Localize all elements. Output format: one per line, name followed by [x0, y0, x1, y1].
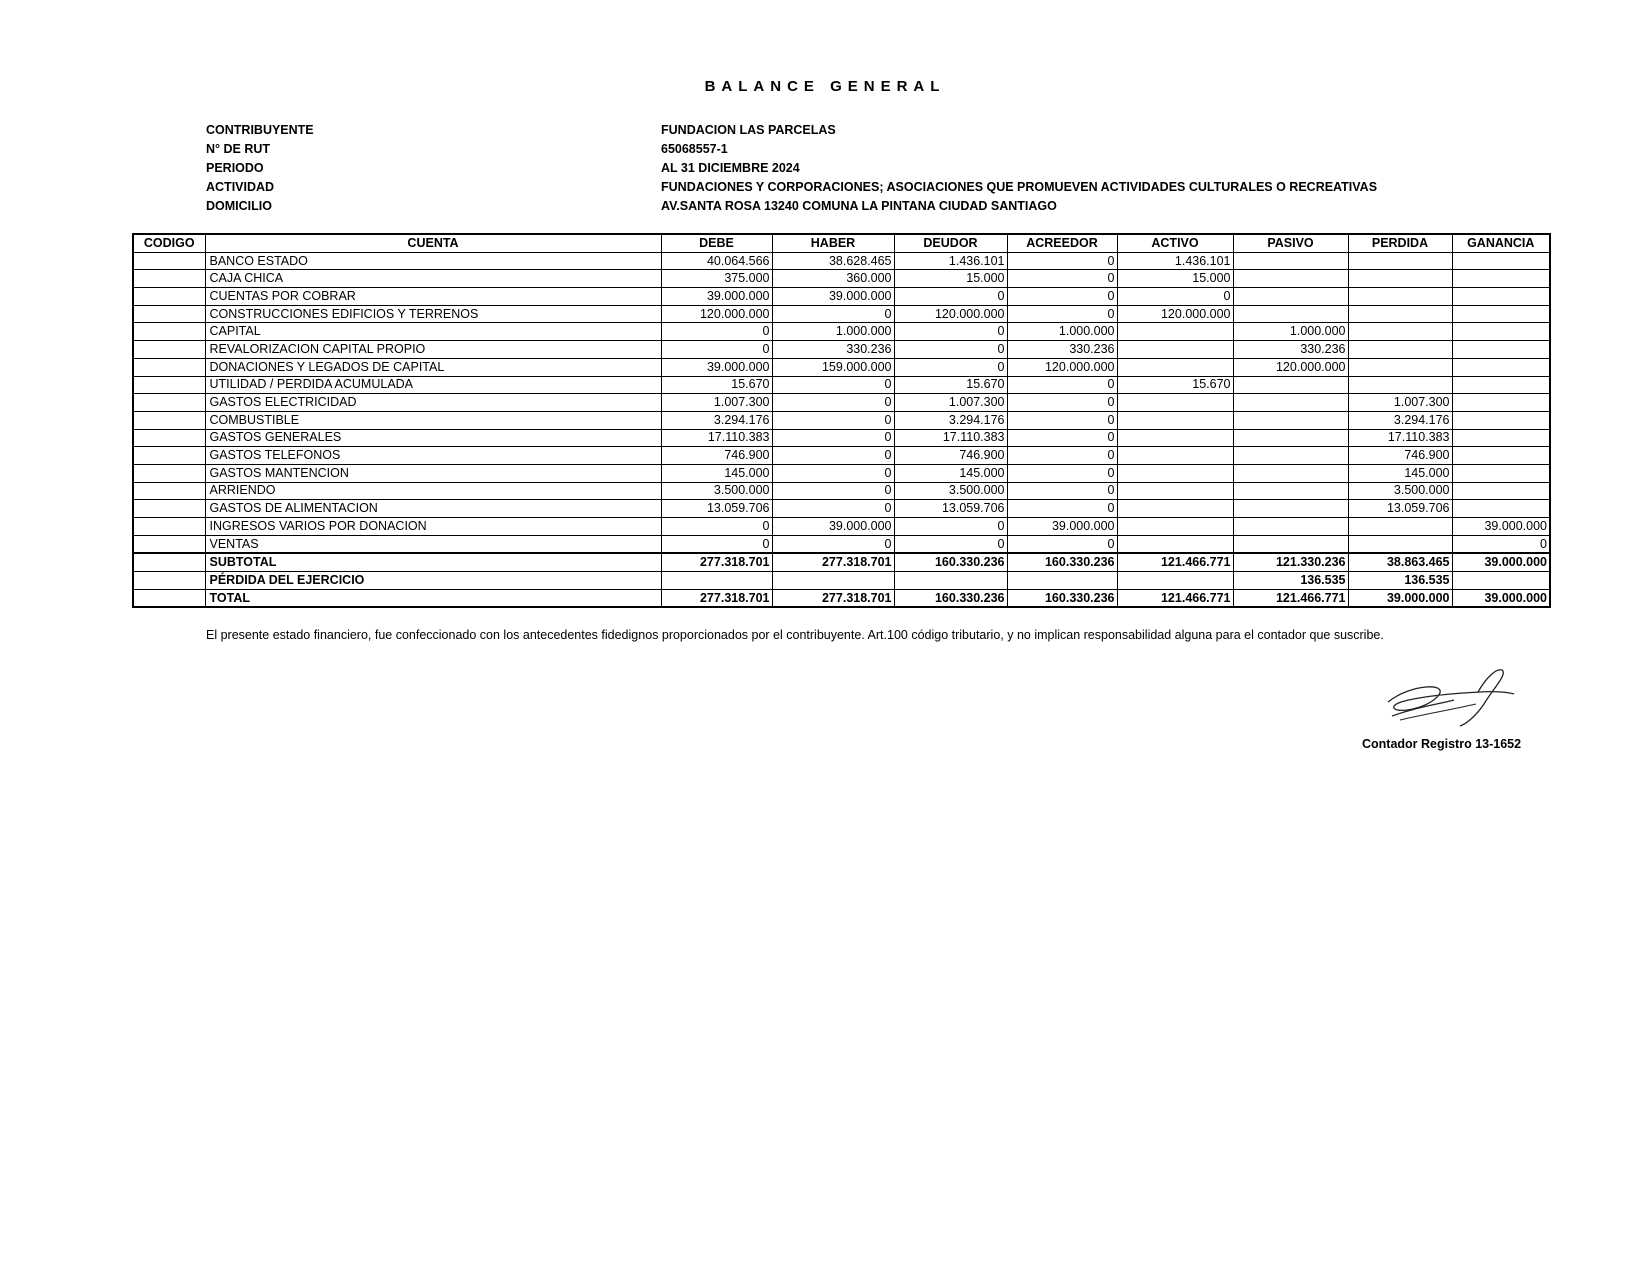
table-row: [133, 376, 1550, 394]
amount-cell: 0: [1007, 482, 1117, 500]
amount-cell: [1348, 341, 1452, 359]
amount-cell: [1452, 323, 1550, 341]
amount-cell: [1452, 572, 1550, 590]
amount-cell: 121.466.771: [1233, 589, 1348, 607]
amount-cell: [1117, 518, 1233, 536]
amount-cell: 0: [894, 323, 1007, 341]
amount-cell: [1452, 341, 1550, 359]
amount-cell: 277.318.701: [661, 589, 772, 607]
amount-cell: 0: [661, 535, 772, 553]
amount-cell: 0: [772, 376, 894, 394]
code-cell: [133, 589, 205, 607]
amount-cell: [1452, 429, 1550, 447]
amount-cell: 0: [894, 535, 1007, 553]
amount-cell: 0: [894, 341, 1007, 359]
amount-cell: 0: [894, 518, 1007, 536]
table-row: [133, 252, 1550, 270]
amount-cell: [1007, 572, 1117, 590]
amount-cell: 39.000.000: [661, 358, 772, 376]
table-row: [133, 305, 1550, 323]
amount-cell: [1117, 572, 1233, 590]
amount-cell: 1.436.101: [894, 252, 1007, 270]
amount-cell: 0: [772, 500, 894, 518]
amount-cell: [1348, 535, 1452, 553]
amount-cell: 145.000: [1348, 464, 1452, 482]
column-header: PERDIDA: [1348, 234, 1452, 252]
amount-cell: 0: [772, 447, 894, 465]
table-row: [133, 447, 1550, 465]
code-cell: [133, 553, 205, 571]
amount-cell: 3.294.176: [894, 411, 1007, 429]
table-row: [133, 429, 1550, 447]
column-header: HABER: [772, 234, 894, 252]
code-cell: [133, 429, 205, 447]
column-header: PASIVO: [1233, 234, 1348, 252]
account-name-cell: ARRIENDO: [205, 482, 661, 500]
column-header: GANANCIA: [1452, 234, 1550, 252]
amount-cell: 746.900: [1348, 447, 1452, 465]
amount-cell: 160.330.236: [1007, 553, 1117, 571]
amount-cell: [772, 572, 894, 590]
amount-cell: 121.330.236: [1233, 553, 1348, 571]
column-header: ACREEDOR: [1007, 234, 1117, 252]
amount-cell: [1233, 464, 1348, 482]
amount-cell: [1117, 500, 1233, 518]
account-name-cell: GASTOS GENERALES: [205, 429, 661, 447]
account-name-cell: CAPITAL: [205, 323, 661, 341]
code-cell: [133, 572, 205, 590]
amount-cell: 0: [1007, 447, 1117, 465]
amount-cell: 277.318.701: [661, 553, 772, 571]
amount-cell: [1233, 500, 1348, 518]
amount-cell: [1452, 464, 1550, 482]
amount-cell: 17.110.383: [1348, 429, 1452, 447]
account-name-cell: UTILIDAD / PERDIDA ACUMULADA: [205, 376, 661, 394]
account-name-cell: BANCO ESTADO: [205, 252, 661, 270]
amount-cell: [1348, 518, 1452, 536]
amount-cell: [1117, 411, 1233, 429]
amount-cell: [661, 572, 772, 590]
total-row: [133, 589, 1550, 607]
amount-cell: 120.000.000: [1233, 358, 1348, 376]
amount-cell: 39.000.000: [772, 518, 894, 536]
table-row: [133, 464, 1550, 482]
disclaimer-text: El presente estado financiero, fue confeccionado con los antecedentes fidedignos proporcionados por el contribuyente. Art.100 código tributario, y no implican responsabilidad alguna para el contador que suscribe.: [206, 628, 1384, 642]
amount-cell: [1233, 270, 1348, 288]
amount-cell: 746.900: [894, 447, 1007, 465]
amount-cell: 38.863.465: [1348, 553, 1452, 571]
amount-cell: [1452, 270, 1550, 288]
amount-cell: 746.900: [661, 447, 772, 465]
amount-cell: 13.059.706: [894, 500, 1007, 518]
amount-cell: 160.330.236: [1007, 589, 1117, 607]
code-cell: [133, 341, 205, 359]
amount-cell: [1233, 429, 1348, 447]
account-name-cell: SUBTOTAL: [205, 553, 661, 571]
account-name-cell: REVALORIZACION CAPITAL PROPIO: [205, 341, 661, 359]
column-header: CUENTA: [205, 234, 661, 252]
amount-cell: [1452, 288, 1550, 306]
table-row: [133, 518, 1550, 536]
amount-cell: [1233, 376, 1348, 394]
amount-cell: 39.000.000: [772, 288, 894, 306]
amount-cell: [1233, 411, 1348, 429]
amount-cell: 0: [661, 341, 772, 359]
amount-cell: [1233, 518, 1348, 536]
amount-cell: 17.110.383: [661, 429, 772, 447]
amount-cell: 40.064.566: [661, 252, 772, 270]
amount-cell: [1452, 447, 1550, 465]
amount-cell: 0: [661, 323, 772, 341]
account-name-cell: DONACIONES Y LEGADOS DE CAPITAL: [205, 358, 661, 376]
table-row: [133, 535, 1550, 553]
amount-cell: 0: [1452, 535, 1550, 553]
amount-cell: [1117, 429, 1233, 447]
table-row: [133, 358, 1550, 376]
amount-cell: 1.000.000: [1233, 323, 1348, 341]
amount-cell: 0: [1007, 288, 1117, 306]
info-label-rut: N° DE RUT: [206, 142, 271, 156]
code-cell: [133, 411, 205, 429]
amount-cell: [1452, 358, 1550, 376]
amount-cell: 1.007.300: [661, 394, 772, 412]
amount-cell: 0: [1007, 305, 1117, 323]
amount-cell: 1.436.101: [1117, 252, 1233, 270]
amount-cell: 38.628.465: [772, 252, 894, 270]
amount-cell: 0: [772, 535, 894, 553]
amount-cell: 0: [772, 411, 894, 429]
amount-cell: [1452, 411, 1550, 429]
amount-cell: [1348, 358, 1452, 376]
amount-cell: 0: [1007, 270, 1117, 288]
document-title: BALANCE GENERAL: [704, 78, 946, 95]
amount-cell: 277.318.701: [772, 553, 894, 571]
signature-image: [1380, 664, 1520, 734]
amount-cell: 0: [1007, 535, 1117, 553]
info-value-rut: 65068557-1: [661, 142, 728, 156]
amount-cell: 3.500.000: [1348, 482, 1452, 500]
table-row: [133, 500, 1550, 518]
amount-cell: 39.000.000: [1007, 518, 1117, 536]
amount-cell: 0: [894, 358, 1007, 376]
code-cell: [133, 323, 205, 341]
table-row: [133, 288, 1550, 306]
amount-cell: 330.236: [1233, 341, 1348, 359]
code-cell: [133, 500, 205, 518]
amount-cell: 136.535: [1348, 572, 1452, 590]
amount-cell: 1.000.000: [1007, 323, 1117, 341]
table-row: [133, 323, 1550, 341]
code-cell: [133, 535, 205, 553]
amount-cell: 0: [894, 288, 1007, 306]
amount-cell: 15.670: [894, 376, 1007, 394]
amount-cell: 39.000.000: [1452, 553, 1550, 571]
amount-cell: [1452, 500, 1550, 518]
amount-cell: 15.000: [1117, 270, 1233, 288]
code-cell: [133, 288, 205, 306]
amount-cell: [1348, 376, 1452, 394]
amount-cell: 159.000.000: [772, 358, 894, 376]
code-cell: [133, 464, 205, 482]
code-cell: [133, 358, 205, 376]
amount-cell: 120.000.000: [661, 305, 772, 323]
amount-cell: 330.236: [772, 341, 894, 359]
column-header: DEUDOR: [894, 234, 1007, 252]
amount-cell: [1348, 288, 1452, 306]
amount-cell: 0: [1007, 500, 1117, 518]
amount-cell: 160.330.236: [894, 553, 1007, 571]
amount-cell: 160.330.236: [894, 589, 1007, 607]
account-name-cell: PÉRDIDA DEL EJERCICIO: [205, 572, 661, 590]
amount-cell: 1.000.000: [772, 323, 894, 341]
amount-cell: 145.000: [661, 464, 772, 482]
amount-cell: 0: [772, 394, 894, 412]
code-cell: [133, 376, 205, 394]
column-header: ACTIVO: [1117, 234, 1233, 252]
amount-cell: [1117, 464, 1233, 482]
amount-cell: 15.670: [661, 376, 772, 394]
amount-cell: [1233, 447, 1348, 465]
amount-cell: 136.535: [1233, 572, 1348, 590]
amount-cell: 277.318.701: [772, 589, 894, 607]
amount-cell: 120.000.000: [894, 305, 1007, 323]
account-name-cell: GASTOS DE ALIMENTACION: [205, 500, 661, 518]
amount-cell: 0: [1007, 411, 1117, 429]
amount-cell: 145.000: [894, 464, 1007, 482]
amount-cell: [1452, 482, 1550, 500]
amount-cell: [1348, 323, 1452, 341]
amount-cell: 0: [1117, 288, 1233, 306]
total-row: [133, 572, 1550, 590]
info-value-contribuyente: FUNDACION LAS PARCELAS: [661, 123, 836, 137]
table-header-row: [133, 234, 1550, 252]
amount-cell: 0: [1007, 252, 1117, 270]
account-name-cell: TOTAL: [205, 589, 661, 607]
amount-cell: 0: [1007, 429, 1117, 447]
amount-cell: 1.007.300: [894, 394, 1007, 412]
amount-cell: [1233, 394, 1348, 412]
total-row: [133, 553, 1550, 571]
code-cell: [133, 270, 205, 288]
table-row: [133, 394, 1550, 412]
amount-cell: [1233, 252, 1348, 270]
amount-cell: [1348, 252, 1452, 270]
info-label-contribuyente: CONTRIBUYENTE: [206, 123, 314, 137]
info-label-domicilio: DOMICILIO: [206, 199, 272, 213]
code-cell: [133, 482, 205, 500]
info-value-domicilio: AV.SANTA ROSA 13240 COMUNA LA PINTANA CIUDAD SANTIAGO: [661, 199, 1057, 213]
amount-cell: 3.294.176: [661, 411, 772, 429]
amount-cell: 121.466.771: [1117, 553, 1233, 571]
amount-cell: 121.466.771: [1117, 589, 1233, 607]
account-name-cell: GASTOS MANTENCION: [205, 464, 661, 482]
amount-cell: 13.059.706: [1348, 500, 1452, 518]
amount-cell: 15.000: [894, 270, 1007, 288]
table-row: [133, 482, 1550, 500]
amount-cell: 3.500.000: [661, 482, 772, 500]
amount-cell: 0: [1007, 464, 1117, 482]
amount-cell: [1117, 535, 1233, 553]
amount-cell: [1452, 252, 1550, 270]
account-name-cell: CUENTAS POR COBRAR: [205, 288, 661, 306]
column-header: DEBE: [661, 234, 772, 252]
table-row: [133, 411, 1550, 429]
amount-cell: [1117, 358, 1233, 376]
account-name-cell: CONSTRUCCIONES EDIFICIOS Y TERRENOS: [205, 305, 661, 323]
amount-cell: 360.000: [772, 270, 894, 288]
amount-cell: 330.236: [1007, 341, 1117, 359]
amount-cell: 0: [1007, 394, 1117, 412]
table-row: [133, 341, 1550, 359]
amount-cell: 15.670: [1117, 376, 1233, 394]
account-name-cell: INGRESOS VARIOS POR DONACION: [205, 518, 661, 536]
amount-cell: [1348, 305, 1452, 323]
balance-table: [132, 233, 1551, 608]
amount-cell: [1117, 447, 1233, 465]
account-name-cell: GASTOS ELECTRICIDAD: [205, 394, 661, 412]
amount-cell: 375.000: [661, 270, 772, 288]
amount-cell: 13.059.706: [661, 500, 772, 518]
amount-cell: [1452, 305, 1550, 323]
amount-cell: 120.000.000: [1007, 358, 1117, 376]
code-cell: [133, 447, 205, 465]
column-header: CODIGO: [133, 234, 205, 252]
amount-cell: [894, 572, 1007, 590]
amount-cell: [1348, 270, 1452, 288]
info-value-actividad: FUNDACIONES Y CORPORACIONES; ASOCIACIONES QUE PROMUEVEN ACTIVIDADES CULTURALES O RECREATIVAS: [661, 180, 1378, 194]
amount-cell: 39.000.000: [661, 288, 772, 306]
table-row: [133, 270, 1550, 288]
account-name-cell: CAJA CHICA: [205, 270, 661, 288]
code-cell: [133, 518, 205, 536]
account-name-cell: COMBUSTIBLE: [205, 411, 661, 429]
info-label-periodo: PERIODO: [206, 161, 264, 175]
amount-cell: 0: [772, 482, 894, 500]
amount-cell: [1117, 482, 1233, 500]
amount-cell: 3.500.000: [894, 482, 1007, 500]
code-cell: [133, 252, 205, 270]
amount-cell: 0: [772, 305, 894, 323]
amount-cell: 17.110.383: [894, 429, 1007, 447]
code-cell: [133, 305, 205, 323]
amount-cell: 120.000.000: [1117, 305, 1233, 323]
amount-cell: [1233, 305, 1348, 323]
amount-cell: 0: [772, 464, 894, 482]
amount-cell: 1.007.300: [1348, 394, 1452, 412]
amount-cell: 0: [661, 518, 772, 536]
amount-cell: [1117, 394, 1233, 412]
amount-cell: [1117, 341, 1233, 359]
amount-cell: [1452, 394, 1550, 412]
info-label-actividad: ACTIVIDAD: [206, 180, 275, 194]
amount-cell: 39.000.000: [1452, 589, 1550, 607]
amount-cell: [1452, 376, 1550, 394]
amount-cell: 39.000.000: [1452, 518, 1550, 536]
amount-cell: [1117, 323, 1233, 341]
account-name-cell: VENTAS: [205, 535, 661, 553]
amount-cell: [1233, 288, 1348, 306]
amount-cell: 3.294.176: [1348, 411, 1452, 429]
amount-cell: 0: [772, 429, 894, 447]
info-value-periodo: AL 31 DICIEMBRE 2024: [661, 161, 800, 175]
code-cell: [133, 394, 205, 412]
amount-cell: 0: [1007, 376, 1117, 394]
amount-cell: 39.000.000: [1348, 589, 1452, 607]
amount-cell: [1233, 482, 1348, 500]
account-name-cell: GASTOS TELEFONOS: [205, 447, 661, 465]
amount-cell: [1233, 535, 1348, 553]
signer-label: Contador Registro 13-1652: [1362, 737, 1522, 751]
